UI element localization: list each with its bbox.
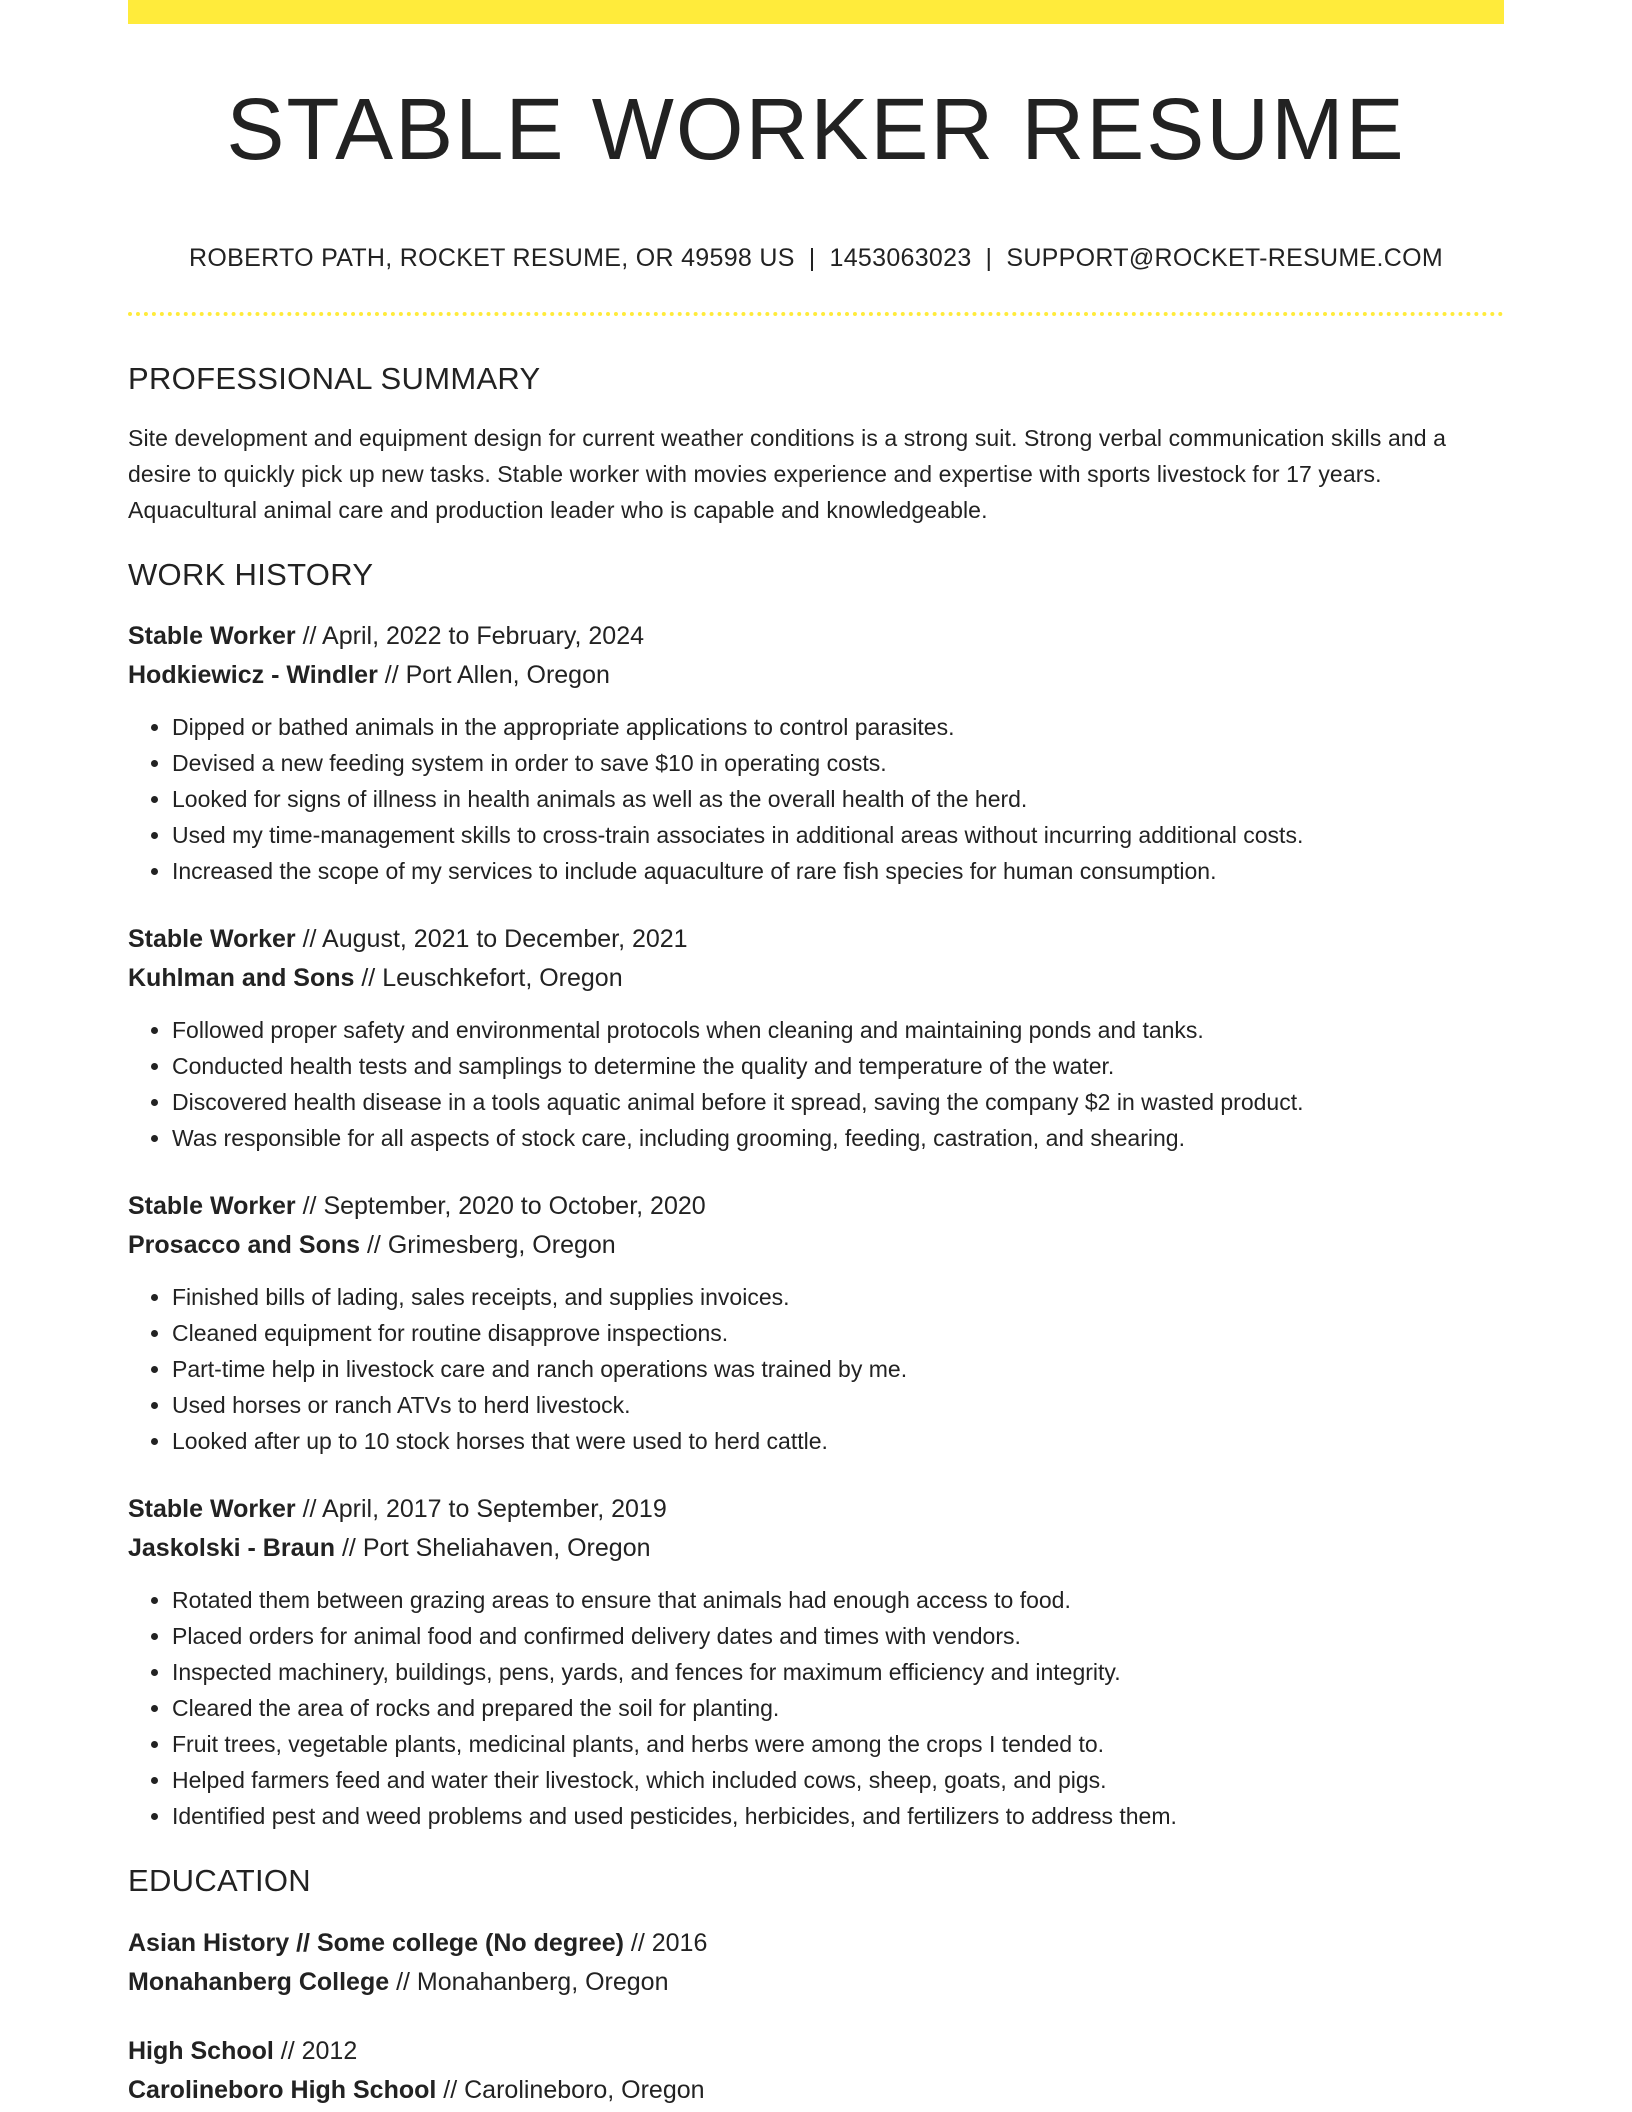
- education-school-line: [128, 1963, 1504, 2002]
- list-item: • Dipped or bathed animals in the appropriate applications to control parasites.: [172, 709, 1504, 745]
- job-bullet-list: [128, 1582, 1504, 1834]
- list-item: • Placed orders for animal food and confirmed delivery dates and times with vendors.: [172, 1618, 1504, 1654]
- education-entry: [128, 1924, 1504, 2002]
- list-item: • Part-time help in livestock care and ranch operations was trained by me.: [172, 1351, 1504, 1387]
- education-school-line: [128, 2071, 1504, 2110]
- job-title: Stable Worker: [128, 925, 296, 953]
- job-title-line: [128, 617, 1504, 656]
- list-item: • Rotated them between grazing areas to ensure that animals had enough access to food.: [172, 1582, 1504, 1618]
- job-company: Kuhlman and Sons: [128, 964, 355, 992]
- job-location: // Grimesberg, Oregon: [360, 1231, 616, 1259]
- list-item: • Looked after up to 10 stock horses that were used to herd cattle.: [172, 1423, 1504, 1459]
- education-degree-line: [128, 2032, 1504, 2071]
- job-company-line: [128, 959, 1504, 998]
- job-title: Stable Worker: [128, 1192, 296, 1220]
- summary-heading: PROFESSIONAL SUMMARY: [128, 361, 541, 396]
- job-dates: // August, 2021 to December, 2021: [295, 925, 688, 953]
- contact-email: SUPPORT@ROCKET-RESUME.COM: [1006, 244, 1443, 272]
- job-company: Prosacco and Sons: [128, 1231, 361, 1259]
- work-history-heading: WORK HISTORY: [128, 557, 374, 592]
- job-title-line: [128, 1187, 1504, 1226]
- list-item: • Used my time-management skills to cross-train associates in additional areas without incurring additional costs.: [172, 817, 1504, 853]
- job-company-line: [128, 656, 1504, 695]
- resume-content: [128, 0, 1504, 2110]
- job-company-line: [128, 1226, 1504, 1265]
- job-location: // Port Allen, Oregon: [377, 661, 610, 689]
- list-item: • Fruit trees, vegetable plants, medicinal plants, and herbs were among the crops I tended to.: [172, 1726, 1504, 1762]
- contact-phone: 1453063023: [829, 244, 972, 272]
- education-entry: [128, 2032, 1504, 2110]
- list-item: • Followed proper safety and environmental protocols when cleaning and maintaining ponds and tanks.: [172, 1012, 1504, 1048]
- list-item: • Identified pest and weed problems and used pesticides, herbicides, and fertilizers to address them.: [172, 1798, 1504, 1834]
- education-degree-line: [128, 1924, 1504, 1963]
- contact-separator: |: [808, 244, 816, 272]
- list-item: • Cleaned equipment for routine disapprove inspections.: [172, 1315, 1504, 1351]
- education-degree: Asian History // Some college (No degree): [128, 1929, 624, 1957]
- job-dates: // September, 2020 to October, 2020: [295, 1192, 706, 1220]
- education-school: Carolineboro High School: [128, 2076, 437, 2104]
- job-entry: [128, 1187, 1504, 1459]
- list-item: • Discovered health disease in a tools aquatic animal before it spread, saving the company $2 in wasted product.: [172, 1084, 1504, 1120]
- job-dates: // April, 2022 to February, 2024: [295, 622, 645, 650]
- list-item: • Looked for signs of illness in health animals as well as the overall health of the herd.: [172, 781, 1504, 817]
- job-company: Jaskolski - Braun: [128, 1534, 336, 1562]
- dotted-divider: [128, 312, 1504, 316]
- job-entry: [128, 920, 1504, 1156]
- job-company: Hodkiewicz - Windler: [128, 661, 378, 689]
- education-location: // Monahanberg, Oregon: [389, 1968, 669, 1996]
- job-entry: [128, 617, 1504, 889]
- list-item: • Finished bills of lading, sales receipts, and supplies invoices.: [172, 1279, 1504, 1315]
- list-item: • Devised a new feeding system in order to save $10 in operating costs.: [172, 745, 1504, 781]
- job-bullet-list: [128, 1279, 1504, 1459]
- summary-text: Site development and equipment design for current weather conditions is a strong suit. Strong verbal communication skills and a desire to quickly pick up new tasks. Stable worker with movies experience and expertise with sports livestock for 17 years. Aquacultural animal care and production leader who is capable and knowledgeable.: [128, 425, 1447, 523]
- job-company-line: [128, 1529, 1504, 1568]
- job-location: // Leuschkefort, Oregon: [354, 964, 623, 992]
- education-heading: EDUCATION: [128, 1863, 311, 1898]
- job-title-line: [128, 920, 1504, 959]
- list-item: • Increased the scope of my services to include aquaculture of rare fish species for human consumption.: [172, 853, 1504, 889]
- list-item: • Inspected machinery, buildings, pens, yards, and fences for maximum efficiency and integrity.: [172, 1654, 1504, 1690]
- list-item: • Cleared the area of rocks and prepared the soil for planting.: [172, 1690, 1504, 1726]
- job-entry: [128, 1490, 1504, 1834]
- list-item: • Was responsible for all aspects of stock care, including grooming, feeding, castration, and shearing.: [172, 1120, 1504, 1156]
- job-title-line: [128, 1490, 1504, 1529]
- list-item: • Helped farmers feed and water their livestock, which included cows, sheep, goats, and pigs.: [172, 1762, 1504, 1798]
- list-item: • Used horses or ranch ATVs to herd livestock.: [172, 1387, 1504, 1423]
- list-item: • Conducted health tests and samplings to determine the quality and temperature of the water.: [172, 1048, 1504, 1084]
- job-bullet-list: [128, 709, 1504, 889]
- education-location: // Carolineboro, Oregon: [436, 2076, 705, 2104]
- education-degree: High School: [128, 2037, 274, 2065]
- job-title: Stable Worker: [128, 622, 296, 650]
- education-school: Monahanberg College: [128, 1968, 390, 1996]
- education-year: // 2016: [623, 1929, 708, 1957]
- job-dates: // April, 2017 to September, 2019: [295, 1495, 667, 1523]
- contact-separator: |: [985, 244, 993, 272]
- job-location: // Port Sheliahaven, Oregon: [335, 1534, 651, 1562]
- resume-title: STABLE WORKER RESUME: [226, 81, 1406, 178]
- job-title: Stable Worker: [128, 1495, 296, 1523]
- contact-line: [128, 242, 1504, 274]
- contact-address: ROBERTO PATH, ROCKET RESUME, OR 49598 US: [189, 244, 795, 272]
- job-bullet-list: [128, 1012, 1504, 1156]
- education-year: // 2012: [273, 2037, 358, 2065]
